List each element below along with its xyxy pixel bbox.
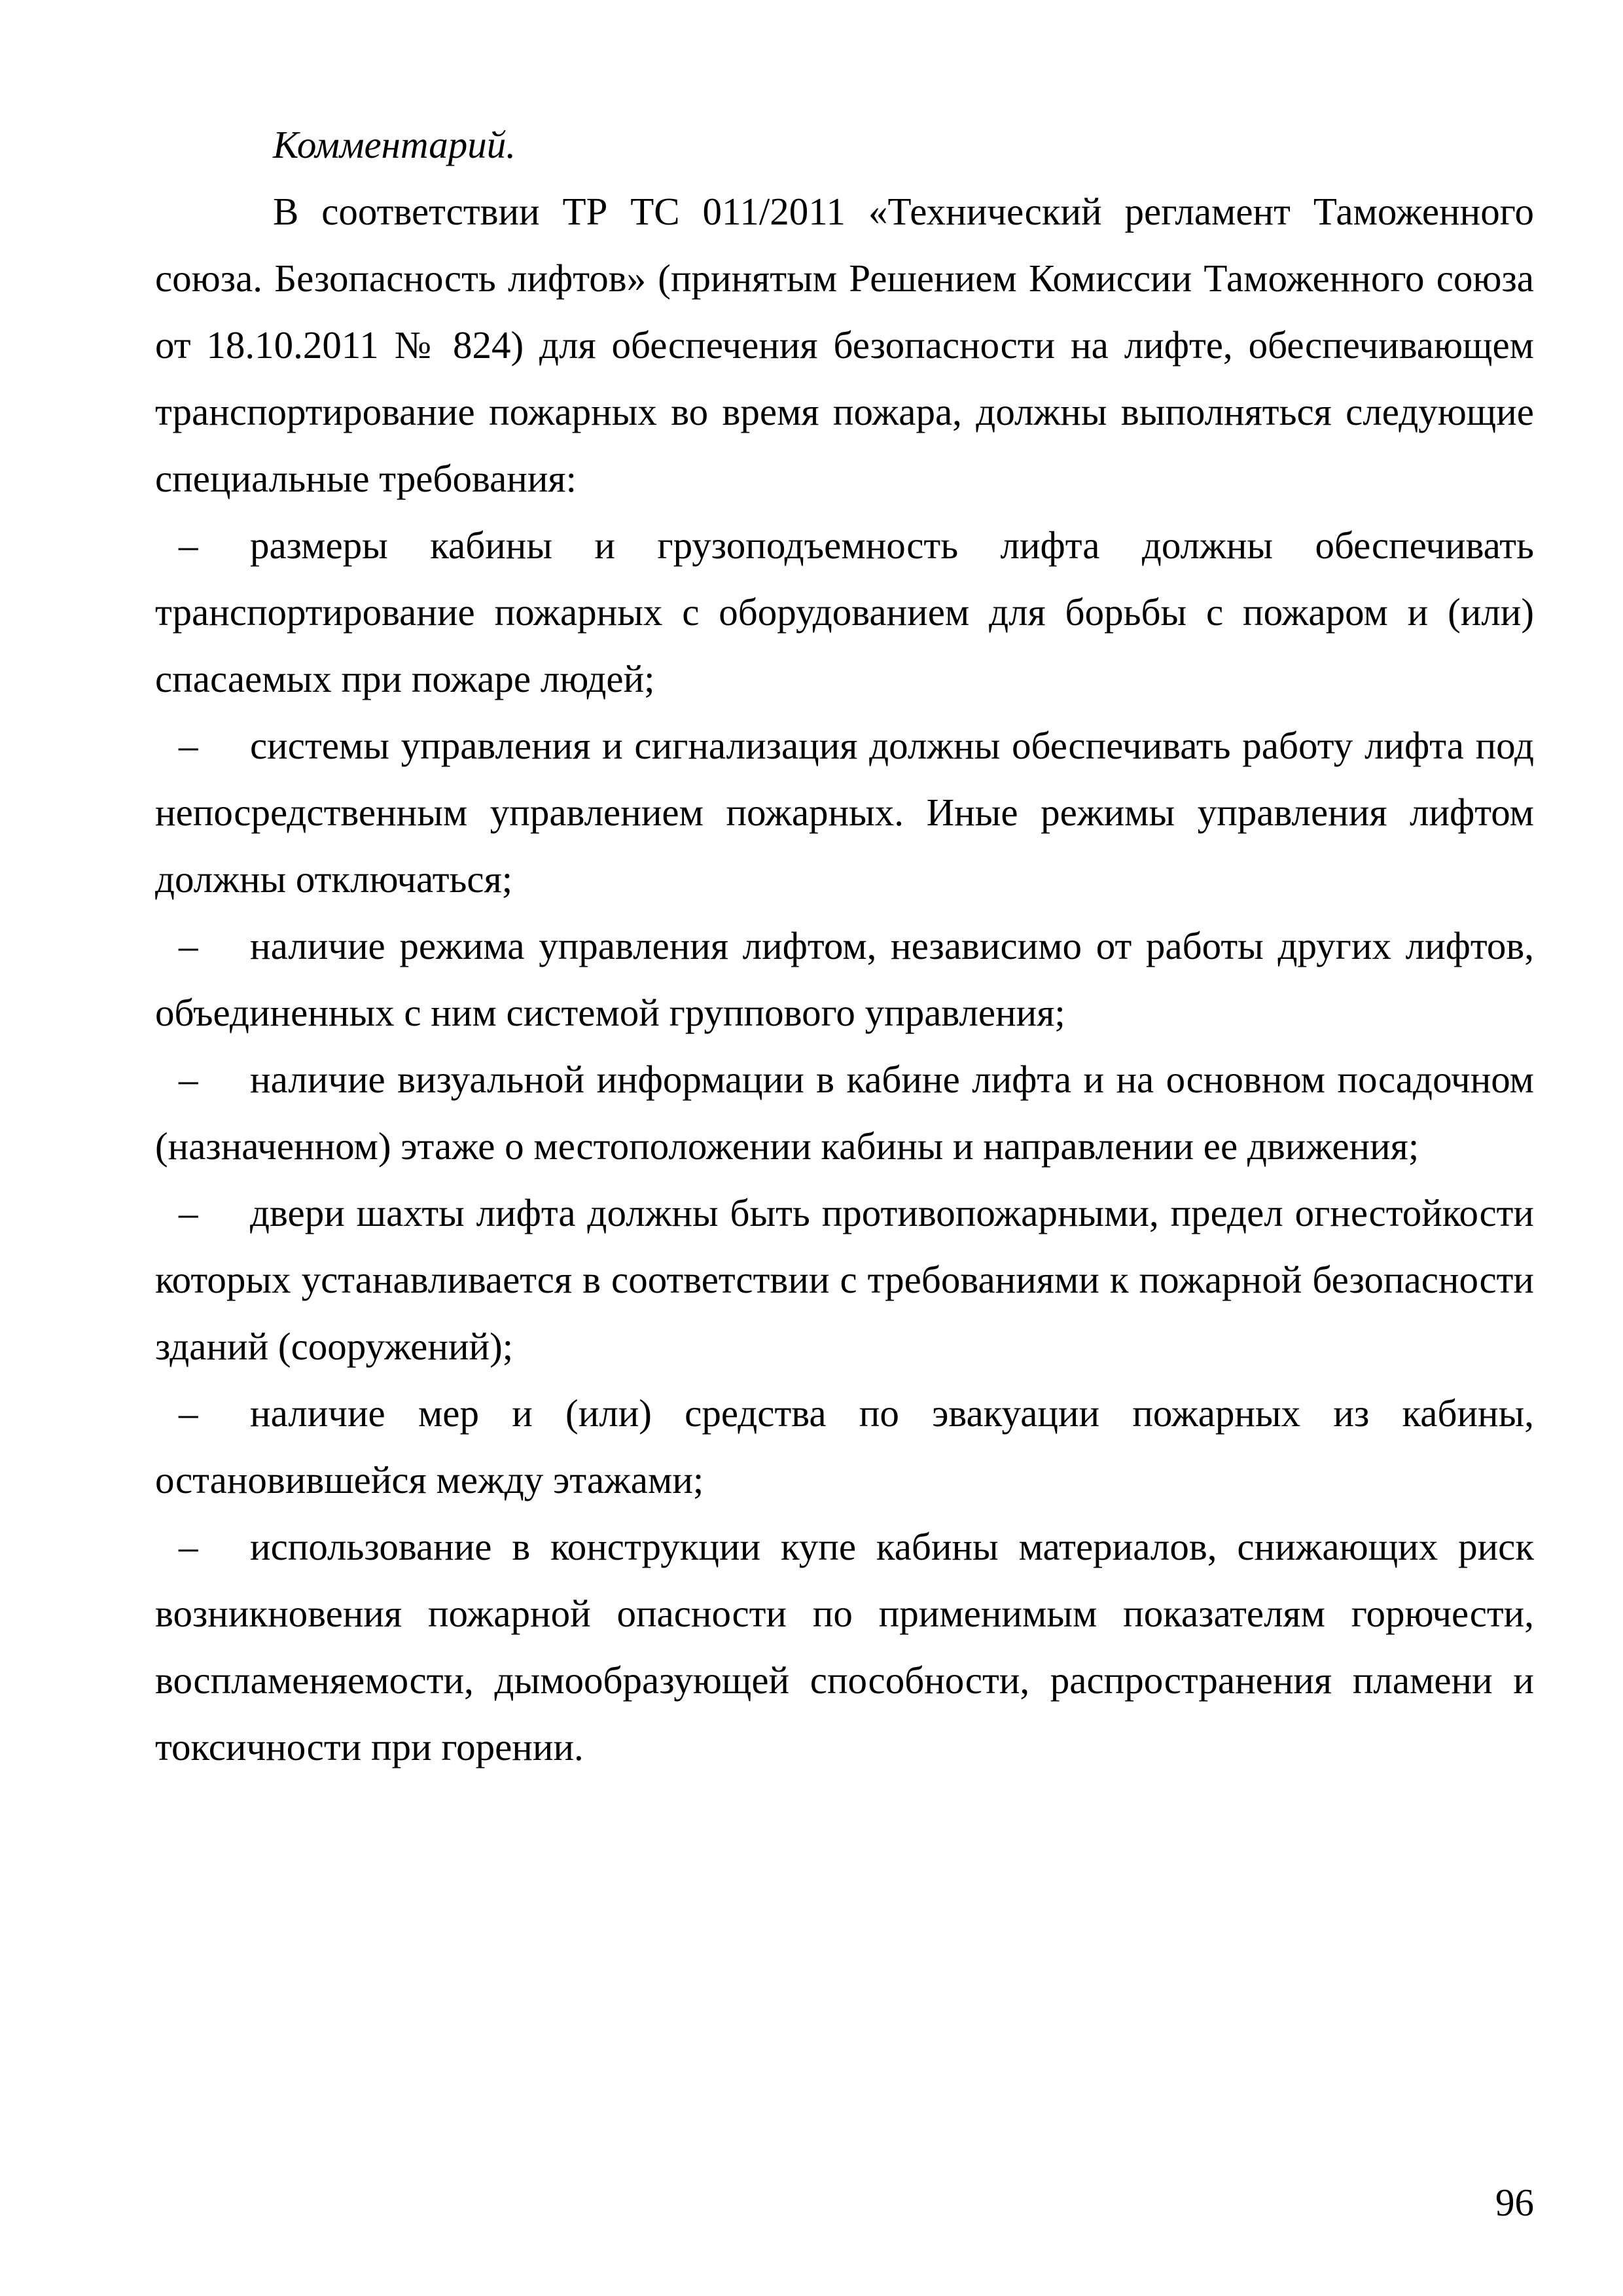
list-item-text: двери шахты лифта должны быть противопожарными, предел огнестойкости которых устанавливается в соответствии с требованиями к пожарной безопасности зданий (сооружений); <box>155 1191 1534 1368</box>
list-item <box>155 512 1534 712</box>
list-item <box>155 1380 1534 1513</box>
list-item-text: наличие режима управления лифтом, независимо от работы других лифтов, объединенных с ним системой группового управления; <box>155 924 1534 1034</box>
list-item <box>155 1046 1534 1179</box>
list-item <box>155 912 1534 1046</box>
intro-paragraph: В соответствии ТР ТС 011/2011 «Технический регламент Таможенного союза. Безопасность лифтов» (принятым Решением Комиссии Таможенного союза от 18.10.2011 № 824) для обеспечения безопасности на лифте, обеспечивающем транспортирование пожарных во время пожара, должны выполняться следующие специальные требования: <box>155 190 1534 500</box>
dash-bullet: – <box>179 924 198 967</box>
document-body <box>155 111 1534 1780</box>
list-item-text: системы управления и сигнализация должны обеспечивать работу лифта под непосредственным управлением пожарных. Иные режимы управления лифтом должны отключаться; <box>155 724 1534 901</box>
requirements-list <box>155 512 1534 1780</box>
dash-bullet: – <box>179 1525 198 1568</box>
dash-bullet: – <box>179 1058 198 1101</box>
comment-heading: Комментарий. <box>273 123 516 166</box>
list-item-text: наличие мер и (или) средства по эвакуации пожарных из кабины, остановившейся между этажами; <box>155 1391 1534 1501</box>
dash-bullet: – <box>179 1191 198 1234</box>
dash-bullet: – <box>179 724 198 767</box>
list-item-text: размеры кабины и грузоподъемность лифта должны обеспечивать транспортирование пожарных с оборудованием для борьбы с пожаром и (или) спасаемых при пожаре людей; <box>155 524 1534 700</box>
page-number: 96 <box>1495 2181 1534 2224</box>
dash-bullet: – <box>179 1391 198 1435</box>
list-item-text: наличие визуальной информации в кабине лифта и на основном посадочном (назначенном) этаже о местоположении кабины и направлении ее движения; <box>155 1058 1534 1168</box>
dash-bullet: – <box>179 524 198 567</box>
list-item <box>155 1513 1534 1780</box>
list-item <box>155 712 1534 912</box>
list-item <box>155 1179 1534 1380</box>
list-item-text: использование в конструкции купе кабины материалов, снижающих риск возникновения пожарной опасности по применимым показателям горючести, воспламеняемости, дымообразующей способности, распространения пламени и токсичности при горении. <box>155 1525 1534 1768</box>
